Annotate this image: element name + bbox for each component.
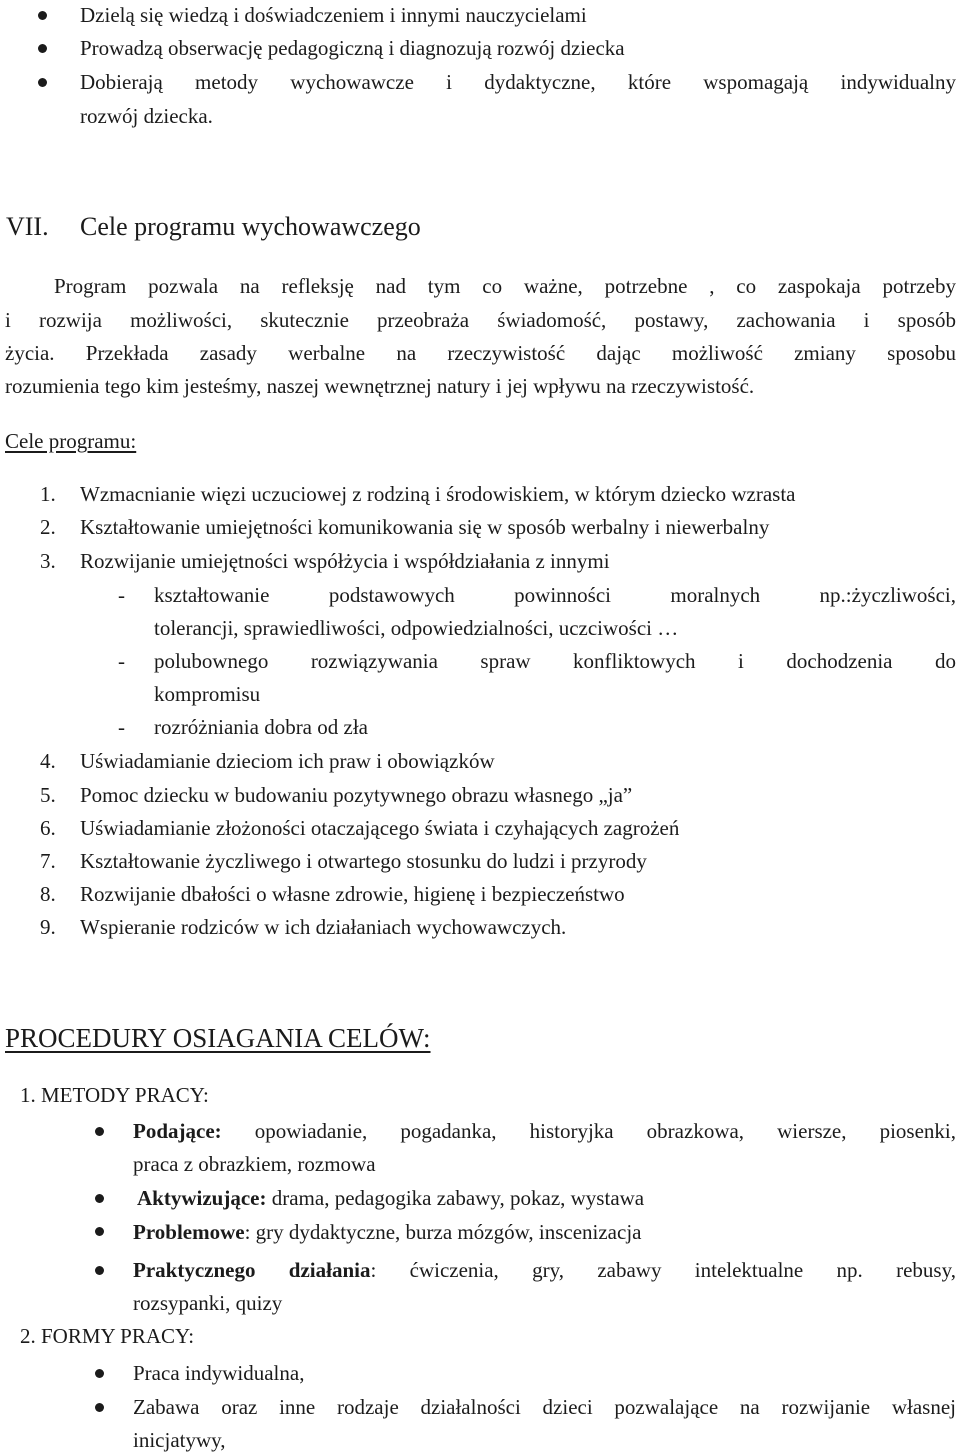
- method-item-continuation: praca z obrazkiem, rozmowa: [133, 1152, 376, 1176]
- bullet-icon: [95, 1266, 104, 1275]
- form-item: Zabawa oraz inne rodzaje działalności dzieci pozwalające na rozwijanie własnej: [133, 1395, 956, 1419]
- method-description: : ćwiczenia, gry, zabawy intelektualne np. rebusy,: [370, 1258, 956, 1282]
- method-item: [133, 1220, 641, 1244]
- goal-text: Rozwijanie umiejętności współżycia i współdziałania z innymi: [80, 549, 610, 573]
- form-item: Praca indywidualna,: [133, 1361, 305, 1385]
- intro-paragraph-line: Program pozwala na refleksję nad tym co ważne, potrzebne , co zaspokaja potrzeby: [54, 274, 956, 298]
- method-label: Problemowe: [133, 1220, 245, 1244]
- goal-number: 6.: [40, 816, 56, 840]
- goal-text: Wspieranie rodziców w ich działaniach wychowawczych.: [80, 915, 567, 939]
- goal-text: Kształtowanie życzliwego i otwartego stosunku do ludzi i przyrody: [80, 849, 647, 873]
- goal-number: 1.: [40, 482, 56, 506]
- method-item-continuation: rozsypanki, quizy: [133, 1291, 283, 1315]
- top-bullet-text: Dobierają metody wychowawcze i dydaktyczne, które wspomagają indywidualny: [80, 70, 956, 94]
- method-item: [133, 1258, 956, 1282]
- subgoal-text-continuation: tolerancji, sprawiedliwości, odpowiedzialności, uczciwości …: [154, 616, 679, 640]
- subgoal-text: kształtowanie podstawowych powinności moralnych np.:życzliwości,: [154, 583, 956, 607]
- subgoal-text: polubownego rozwiązywania spraw konfliktowych i dochodzenia do: [154, 649, 956, 673]
- bullet-icon: [95, 1369, 104, 1378]
- goal-text: Uświadamianie dzieciom ich praw i obowiązków: [80, 749, 495, 773]
- bullet-icon: [95, 1403, 104, 1412]
- bullet-icon: [38, 78, 47, 87]
- procedures-heading: PROCEDURY OSIAGANIA CELÓW:: [5, 1023, 431, 1053]
- method-description: drama, pedagogika zabawy, pokaz, wystawa: [266, 1186, 645, 1210]
- forms-heading: 2. FORMY PRACY:: [20, 1324, 195, 1348]
- intro-paragraph-line: i rozwija możliwości, skutecznie przeobraża świadomość, postawy, zachowania i sposób: [5, 308, 956, 332]
- goal-text: Pomoc dziecku w budowaniu pozytywnego obrazu własnego „ja”: [80, 783, 633, 807]
- top-bullet-text: Prowadzą obserwację pedagogiczną i diagnozują rozwój dziecka: [80, 36, 625, 60]
- subgoal-dash: -: [118, 583, 125, 607]
- bullet-icon: [38, 11, 47, 20]
- intro-paragraph-line: rozumienia tego kim jesteśmy, naszej wewnętrznej natury i jej wpływu na rzeczywistość.: [5, 374, 755, 398]
- method-label: Praktycznego działania: [133, 1258, 371, 1282]
- goal-number: 7.: [40, 849, 56, 873]
- goals-heading: Cele programu:: [5, 429, 137, 453]
- bullet-icon: [95, 1227, 104, 1236]
- subgoal-text: rozróżniania dobra od zła: [154, 715, 368, 739]
- method-description: opowiadanie, pogadanka, historyjka obrazkowa, wiersze, piosenki,: [221, 1119, 956, 1143]
- subgoal-text-continuation: kompromisu: [154, 682, 261, 706]
- top-bullet-text: Dzielą się wiedzą i doświadczeniem i innymi nauczycielami: [80, 3, 587, 27]
- intro-paragraph-line: życia. Przekłada zasady werbalne na rzeczywistość dając możliwość zmiany sposobu: [5, 341, 956, 365]
- form-item-continuation: inicjatywy,: [133, 1428, 226, 1452]
- goal-number: 5.: [40, 783, 56, 807]
- section-numeral: VII.: [6, 212, 49, 241]
- goal-number: 4.: [40, 749, 56, 773]
- method-description: : gry dydaktyczne, burza mózgów, inscenizacja: [244, 1220, 642, 1244]
- section-title: Cele programu wychowawczego: [80, 212, 421, 241]
- goal-number: 8.: [40, 882, 56, 906]
- top-bullet-text-continuation: rozwój dziecka.: [80, 104, 213, 128]
- bullet-icon: [95, 1194, 104, 1203]
- goal-text: Kształtowanie umiejętności komunikowania się w sposób werbalny i niewerbalny: [80, 515, 770, 539]
- goal-text: Rozwijanie dbałości o własne zdrowie, higienę i bezpieczeństwo: [80, 882, 625, 906]
- bullet-icon: [38, 44, 47, 53]
- method-item: [133, 1119, 956, 1143]
- goal-number: 2.: [40, 515, 56, 539]
- subgoal-dash: -: [118, 715, 125, 739]
- method-label: Podające:: [133, 1119, 222, 1143]
- method-item: [137, 1186, 644, 1210]
- method-label: Aktywizujące:: [137, 1186, 267, 1210]
- goal-number: 3.: [40, 549, 56, 573]
- bullet-icon: [95, 1127, 104, 1136]
- goal-text: Wzmacnianie więzi uczuciowej z rodziną i środowiskiem, w którym dziecko wzrasta: [80, 482, 796, 506]
- goal-text: Uświadamianie złożoności otaczającego świata i czyhających zagrożeń: [80, 816, 680, 840]
- goal-number: 9.: [40, 915, 56, 939]
- methods-heading: 1. METODY PRACY:: [20, 1083, 209, 1107]
- subgoal-dash: -: [118, 649, 125, 673]
